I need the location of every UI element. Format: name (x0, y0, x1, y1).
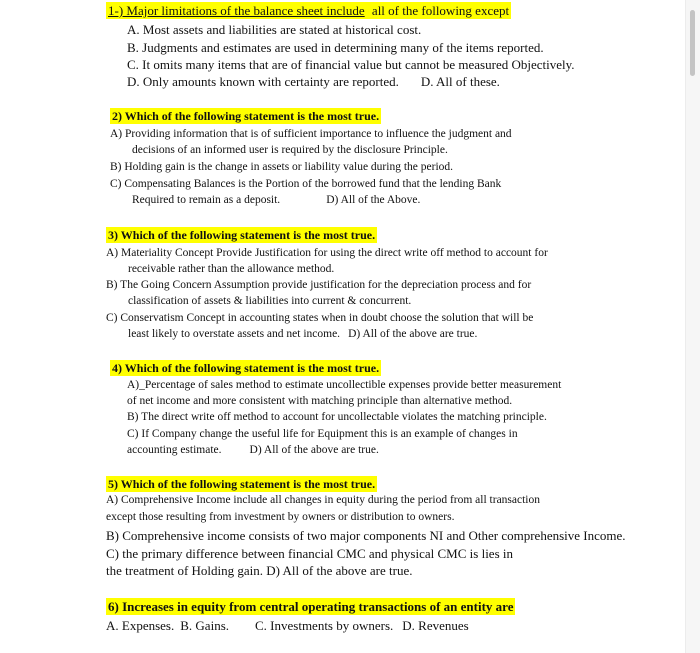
question-3-option-c-line1: C) Conservatism Concept in accounting states when in doubt choose the solution that will be (106, 312, 534, 324)
question-5-heading-highlight: 5) Which of the following statement is the most true. (108, 477, 376, 491)
vertical-scrollbar[interactable] (685, 0, 700, 653)
question-5-option-c-line2: the treatment of Holding gain. D) All of the above are true. (106, 563, 413, 578)
question-1-option-d (127, 75, 500, 88)
question-2-option-c-line2 (132, 195, 420, 207)
question-2-option-a-line1: A) Providing information that is of sufficient importance to influence the judgment and (110, 128, 512, 140)
question-5-option-a-line1: A) Comprehensive Income include all changes in equity during the period from all transaction (106, 494, 540, 506)
question-4-heading (110, 362, 381, 374)
question-4-heading-highlight: 4) Which of the following statement is the most true. (112, 361, 380, 375)
question-2-option-c-line1: C) Compensating Balances is the Portion of the borrowed fund that the lending Bank (110, 178, 502, 190)
question-6-heading (106, 600, 515, 613)
question-5-option-b: B) Comprehensive income consists of two major components NI and Other comprehensive Income. (106, 528, 626, 543)
question-1-heading-rest: all of the following except (368, 3, 510, 18)
question-4-option-b: B) The direct write off method to account for uncollectable violates the matching principle. (127, 411, 547, 423)
question-5-heading (106, 478, 377, 490)
question-1-option-a: A. Most assets and liabilities are stated at historical cost. (127, 22, 422, 37)
question-5-option-a-line2: except those resulting from investment by owners or distribution to owners. (106, 511, 455, 523)
question-4-option-d: D) All of the above are true. (249, 444, 379, 456)
question-3-option-a-line1: A) Materiality Concept Provide Justification for using the direct write off method to account for (106, 247, 548, 259)
question-4-option-c-line2 (127, 445, 379, 457)
question-4-option-c-line2-text: accounting estimate. (127, 444, 222, 456)
question-6-options (106, 619, 469, 632)
question-2-option-b: B) Holding gain is the change in assets or liability value during the period. (110, 161, 454, 173)
question-1-heading (106, 4, 511, 17)
question-1-option-e-text: D. All of these. (420, 74, 500, 89)
question-6-option-b: B. Gains. (180, 618, 229, 633)
question-2-option-c-line2-text: Required to remain as a deposit. (132, 194, 281, 206)
question-6-heading-highlight: 6) Increases in equity from central operating transactions of an entity are (108, 599, 514, 614)
question-3-heading (106, 229, 377, 241)
question-2-heading-highlight: 2) Which of the following statement is the most true. (112, 109, 380, 123)
question-1-heading-highlight: 1-) Major limitations of the balance sheet include (108, 3, 365, 18)
question-3-option-b-line1: B) The Going Concern Assumption provide justification for the depreciation process and for (106, 279, 532, 291)
question-2-option-a-line2: decisions of an informed user is required by the disclosure Principle. (132, 144, 448, 156)
question-3-option-d: D) All of the above are true. (348, 328, 478, 340)
question-1-option-d-text: D. Only amounts known with certainty are reported. (127, 74, 399, 89)
question-1-option-c: C. It omits many items that are of financial value but cannot be measured Objectively. (127, 57, 575, 72)
question-3-option-c-line2-text: least likely to overstate assets and net income. (128, 328, 341, 340)
question-2-heading (110, 110, 381, 122)
question-4-option-c-line1: C) If Company change the useful life for Equipment this is an example of changes in (127, 428, 518, 440)
question-5-option-c-line1: C) the primary difference between financial CMC and physical CMC is lies in (106, 546, 513, 561)
question-6-option-d: D. Revenues (402, 618, 469, 633)
scrollbar-thumb[interactable] (690, 10, 695, 76)
question-6-option-c: C. Investments by owners. (255, 618, 394, 633)
question-2-option-d: D) All of the Above. (326, 194, 421, 206)
question-3-heading-highlight: 3) Which of the following statement is the most true. (108, 228, 376, 242)
question-3-option-b-line2: classification of assets & liabilities into current & concurrent. (128, 295, 412, 307)
question-6-option-a: A. Expenses. (106, 618, 175, 633)
question-4-option-a-line2: of net income and more consistent with matching principle than alternative method. (127, 395, 513, 407)
question-1-option-b: B. Judgments and estimates are used in determining many of the items reported. (127, 40, 544, 55)
question-3-option-a-line2: receivable rather than the allowance method. (128, 263, 335, 275)
question-3-option-c-line2 (128, 329, 477, 341)
question-4-option-a-line1: A)_Percentage of sales method to estimate uncollectible expenses provide better measurement (127, 379, 562, 391)
